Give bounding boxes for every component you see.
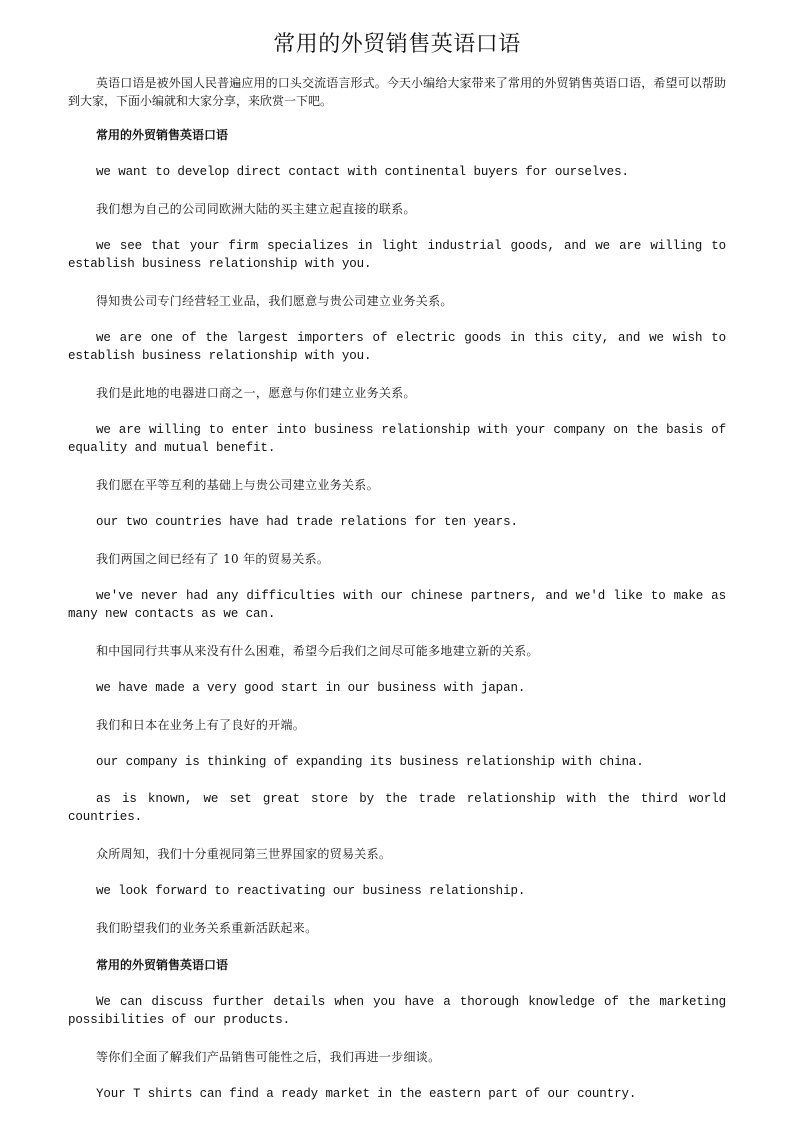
english-sentence: We can discuss further details when you have a thorough knowledge of the marketing possibilities of our products.: [68, 995, 726, 1027]
english-sentence: Your T shirts can find a ready market in the eastern part of our country.: [96, 1087, 637, 1101]
chinese-translation: 我们是此地的电器进口商之一，愿意与你们建立业务关系。: [96, 386, 416, 400]
page-title: 常用的外贸销售英语口语: [273, 32, 521, 57]
english-sentence: we've never had any difficulties with our chinese partners, and we'd like to make as many new contacts as we can.: [68, 589, 726, 621]
chinese-translation: 我们盼望我们的业务关系重新活跃起来。: [96, 921, 318, 935]
chinese-translation: 我们愿在平等互利的基础上与贵公司建立业务关系。: [96, 478, 379, 492]
chinese-translation: 众所周知，我们十分重视同第三世界国家的贸易关系。: [96, 847, 392, 861]
english-sentence: we have made a very good start in our business with japan.: [96, 681, 526, 695]
chinese-translation: 我们两国之间已经有了 10 年的贸易关系。: [96, 552, 330, 566]
chinese-translation: 得知贵公司专门经营轻工业品，我们愿意与贵公司建立业务关系。: [96, 294, 453, 308]
english-sentence: our company is thinking of expanding its business relationship with china.: [96, 755, 644, 769]
english-sentence: we want to develop direct contact with continental buyers for ourselves.: [96, 165, 629, 179]
intro-paragraph: 英语口语是被外国人民普遍应用的口头交流语言形式。今天小编给大家带来了常用的外贸销售英语口语，希望可以帮助到大家，下面小编就和大家分享，来欣赏一下吧。: [68, 76, 726, 108]
english-sentence: our two countries have had trade relations for ten years.: [96, 515, 518, 529]
chinese-translation: 和中国同行共事从来没有什么困难，希望今后我们之间尽可能多地建立新的关系。: [96, 644, 539, 658]
chinese-translation: 等你们全面了解我们产品销售可能性之后，我们再进一步细谈。: [96, 1050, 441, 1064]
section-heading: 常用的外贸销售英语口语: [96, 958, 229, 972]
chinese-translation: 我们想为自己的公司同欧洲大陆的买主建立起直接的联系。: [96, 202, 416, 216]
english-sentence: we are willing to enter into business relationship with your company on the basis of equality and mutual benefit.: [68, 423, 726, 455]
english-sentence: as is known, we set great store by the trade relationship with the third world countries.: [68, 792, 726, 824]
chinese-translation: 我们和日本在业务上有了良好的开端。: [96, 718, 306, 732]
english-sentence: we look forward to reactivating our business relationship.: [96, 884, 526, 898]
document-body: [68, 74, 726, 1103]
english-sentence: we see that your firm specializes in light industrial goods, and we are willing to establish business relationship with you.: [68, 239, 726, 271]
section-heading: 常用的外贸销售英语口语: [96, 128, 229, 142]
english-sentence: we are one of the largest importers of electric goods in this city, and we wish to establish business relationship with you.: [68, 331, 726, 363]
